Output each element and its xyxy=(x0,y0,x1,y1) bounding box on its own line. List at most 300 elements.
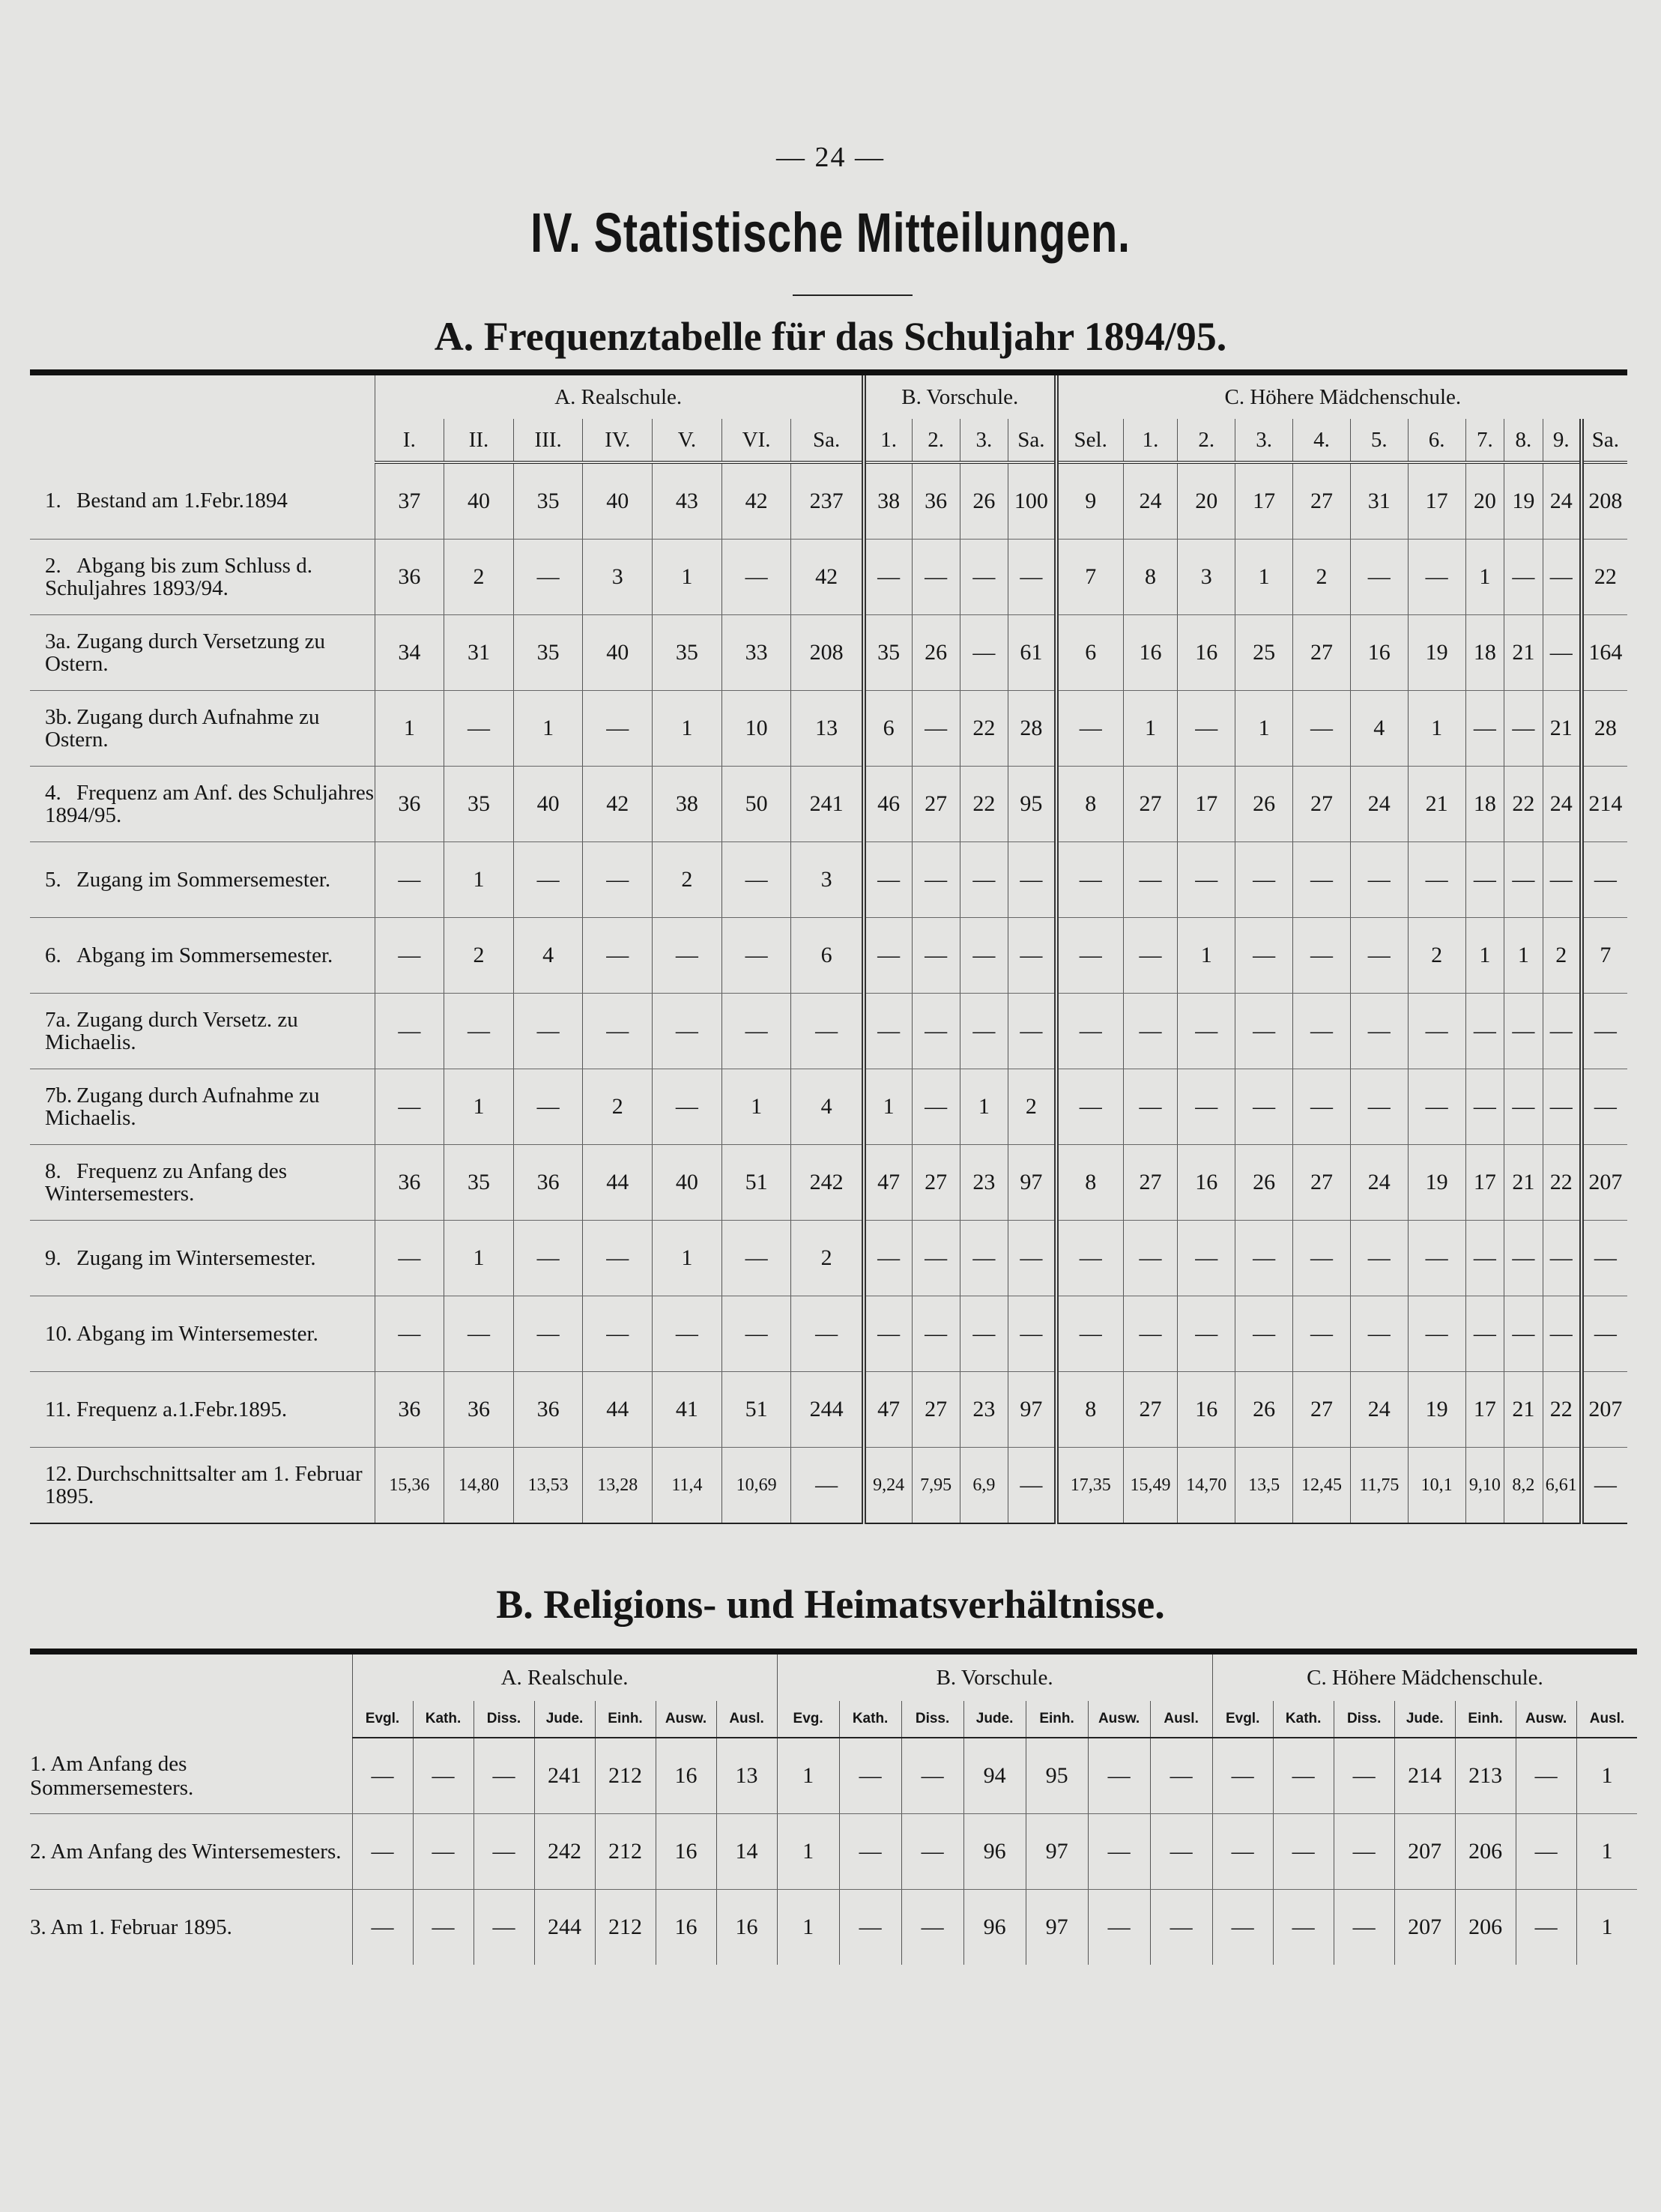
table-cell: — xyxy=(1008,994,1056,1069)
table-cell: — xyxy=(1293,691,1351,767)
table-cell: 21 xyxy=(1504,615,1543,691)
table-cell: 95 xyxy=(1026,1738,1088,1814)
table-cell: — xyxy=(1178,1069,1235,1145)
table-cell: 26 xyxy=(1235,1372,1293,1448)
table-cell: — xyxy=(912,1296,960,1372)
column-header-maedchenschule: Diss. xyxy=(1334,1701,1394,1738)
row-number: 5. xyxy=(45,868,61,892)
table-cell: 17 xyxy=(1235,462,1293,540)
page-number: — 24 — xyxy=(776,142,885,173)
table-cell: — xyxy=(1582,842,1627,918)
column-header-realschule: Jude. xyxy=(534,1701,595,1738)
table-cell: — xyxy=(721,1221,791,1296)
table-cell: — xyxy=(839,1890,901,1965)
table-cell: 242 xyxy=(534,1814,595,1890)
table-cell: 241 xyxy=(534,1738,595,1814)
table-cell: 7 xyxy=(1582,918,1627,994)
table-cell: 16 xyxy=(656,1738,716,1814)
table-cell: 15,36 xyxy=(375,1448,444,1524)
table-cell: 24 xyxy=(1350,767,1408,842)
table-cell: — xyxy=(1293,1069,1351,1145)
table-row xyxy=(30,615,1627,691)
table-cell: — xyxy=(1056,1221,1123,1296)
row-label xyxy=(30,767,375,842)
table-cell: — xyxy=(375,918,444,994)
table-cell: 208 xyxy=(791,615,864,691)
table-cell: 27 xyxy=(1123,1372,1178,1448)
table-cell: 1 xyxy=(1235,540,1293,615)
table-cell: — xyxy=(444,691,514,767)
table-cell: — xyxy=(864,1221,912,1296)
table-cell: 22 xyxy=(1582,540,1627,615)
table-cell: — xyxy=(513,1296,583,1372)
column-header-vorschule: Einh. xyxy=(1026,1701,1088,1738)
table-cell: 10,1 xyxy=(1408,1448,1465,1524)
table-row xyxy=(30,842,1627,918)
table-cell: 19 xyxy=(1408,615,1465,691)
column-header-maedchenschule: Ausl. xyxy=(1576,1701,1637,1738)
table-cell: — xyxy=(375,994,444,1069)
table-cell: — xyxy=(1150,1890,1212,1965)
table-cell: 4 xyxy=(513,918,583,994)
column-header-maedchenschule: 5. xyxy=(1350,419,1408,462)
row-label-text: Zugang durch Versetz. zu Michaelis. xyxy=(45,1008,298,1054)
row-number: 8. xyxy=(45,1159,61,1183)
table-row xyxy=(30,1372,1627,1448)
table-cell: — xyxy=(1408,540,1465,615)
table-cell: 6 xyxy=(791,918,864,994)
table-cell: 27 xyxy=(912,767,960,842)
row-label: 1. Am Anfang des Sommersemesters. xyxy=(30,1738,352,1814)
table-cell: 13,5 xyxy=(1235,1448,1293,1524)
table-cell: 242 xyxy=(791,1145,864,1221)
table-cell: — xyxy=(912,994,960,1069)
column-header-vorschule: Sa. xyxy=(1008,419,1056,462)
table-cell: 8,2 xyxy=(1504,1448,1543,1524)
row-label-text: Zugang im Wintersemester. xyxy=(76,1246,316,1270)
table-cell: 1 xyxy=(1576,1738,1637,1814)
column-header-maedchenschule: Evgl. xyxy=(1212,1701,1273,1738)
table-cell: 38 xyxy=(864,462,912,540)
table-cell: — xyxy=(721,540,791,615)
column-header-realschule: II. xyxy=(444,419,514,462)
table-cell: 6 xyxy=(864,691,912,767)
table-cell: 36 xyxy=(375,540,444,615)
table-cell: 35 xyxy=(864,615,912,691)
table-cell: 27 xyxy=(1293,1145,1351,1221)
table-cell: 33 xyxy=(721,615,791,691)
row-label xyxy=(30,1145,375,1221)
table-cell: — xyxy=(1008,1448,1056,1524)
table-cell: 207 xyxy=(1582,1145,1627,1221)
table-cell: — xyxy=(1582,994,1627,1069)
row-label-text: Zugang durch Versetzung zu Ostern. xyxy=(45,629,326,676)
table-row xyxy=(30,767,1627,842)
table-cell: — xyxy=(1408,1221,1465,1296)
row-number: 3b. xyxy=(45,705,73,729)
row-label xyxy=(30,918,375,994)
table-cell: 2 xyxy=(1008,1069,1056,1145)
table-cell: — xyxy=(1235,842,1293,918)
column-header-maedchenschule: 8. xyxy=(1504,419,1543,462)
column-header-vorschule: Evg. xyxy=(777,1701,839,1738)
table-cell: — xyxy=(583,1296,653,1372)
table-cell: 1 xyxy=(444,1221,514,1296)
table-cell: 18 xyxy=(1465,615,1504,691)
table-cell: — xyxy=(1056,842,1123,918)
column-header-realschule: Ausl. xyxy=(716,1701,777,1738)
table-cell: — xyxy=(912,1069,960,1145)
table-cell: — xyxy=(1504,1069,1543,1145)
table-cell: 1 xyxy=(1408,691,1465,767)
row-label xyxy=(30,842,375,918)
table-cell: 1 xyxy=(1123,691,1178,767)
table-row xyxy=(30,1069,1627,1145)
table-cell: 3 xyxy=(1178,540,1235,615)
table-cell: — xyxy=(1088,1738,1150,1814)
table-cell: — xyxy=(1212,1814,1273,1890)
row-label xyxy=(30,994,375,1069)
table-cell: 18 xyxy=(1465,767,1504,842)
table-cell: 14,80 xyxy=(444,1448,514,1524)
table-cell: — xyxy=(1334,1890,1394,1965)
table-cell: 7,95 xyxy=(912,1448,960,1524)
table-cell: — xyxy=(1582,1221,1627,1296)
table-row xyxy=(30,1221,1627,1296)
table-cell: 47 xyxy=(864,1372,912,1448)
group-header-maedchenschule: C. Höhere Mädchenschule. xyxy=(1056,372,1627,419)
table-cell: — xyxy=(583,994,653,1069)
table-cell: — xyxy=(1088,1814,1150,1890)
table-cell: 27 xyxy=(1293,615,1351,691)
table-cell: 51 xyxy=(721,1372,791,1448)
table-cell: 17 xyxy=(1465,1372,1504,1448)
table-row xyxy=(30,462,1627,540)
table-cell: 13 xyxy=(716,1738,777,1814)
row-label-text: Zugang durch Aufnahme zu Michaelis. xyxy=(45,1084,320,1130)
table-cell: 100 xyxy=(1008,462,1056,540)
table-cell: 6 xyxy=(1056,615,1123,691)
table-cell: 26 xyxy=(912,615,960,691)
row-label-text: Frequenz am Anf. des Schuljahres 1894/95. xyxy=(45,781,375,827)
table-row xyxy=(30,1890,1637,1965)
table-cell: — xyxy=(1293,994,1351,1069)
table-cell: — xyxy=(1543,540,1582,615)
table-cell: 9 xyxy=(1056,462,1123,540)
table-cell: — xyxy=(1293,918,1351,994)
table-cell: 207 xyxy=(1582,1372,1627,1448)
table-cell: — xyxy=(513,1221,583,1296)
table-cell: 21 xyxy=(1504,1372,1543,1448)
table-cell: 40 xyxy=(513,767,583,842)
table-cell: 1 xyxy=(1235,691,1293,767)
table-cell: 97 xyxy=(1008,1372,1056,1448)
table-cell: — xyxy=(474,1890,534,1965)
table-cell: 212 xyxy=(595,1738,656,1814)
table-cell: — xyxy=(721,918,791,994)
column-header-maedchenschule: 9. xyxy=(1543,419,1582,462)
table-cell: 1 xyxy=(1178,918,1235,994)
table-cell: — xyxy=(1123,994,1178,1069)
row-number: 12. xyxy=(45,1462,73,1486)
row-number: 1. xyxy=(45,489,61,513)
table-cell: 213 xyxy=(1455,1738,1516,1814)
table-cell: 40 xyxy=(653,1145,722,1221)
table-cell: 2 xyxy=(1543,918,1582,994)
table-cell: — xyxy=(1235,918,1293,994)
row-number: 7a. xyxy=(45,1008,71,1032)
table-cell: — xyxy=(583,1221,653,1296)
table-cell: — xyxy=(583,842,653,918)
table-cell: 2 xyxy=(444,540,514,615)
table-cell: 1 xyxy=(375,691,444,767)
table-cell: — xyxy=(1212,1890,1273,1965)
table-cell: — xyxy=(1350,994,1408,1069)
row-label xyxy=(30,1296,375,1372)
table-cell: — xyxy=(1465,1069,1504,1145)
column-header-realschule: III. xyxy=(513,419,583,462)
table-cell: 16 xyxy=(1123,615,1178,691)
table-cell: — xyxy=(1293,842,1351,918)
table-cell: 22 xyxy=(960,691,1008,767)
table-cell: 26 xyxy=(1235,767,1293,842)
table-cell: — xyxy=(864,1296,912,1372)
table-cell: 2 xyxy=(791,1221,864,1296)
table-cell: 51 xyxy=(721,1145,791,1221)
column-header-vorschule: Kath. xyxy=(839,1701,901,1738)
table-cell: 36 xyxy=(513,1145,583,1221)
table-cell: 244 xyxy=(791,1372,864,1448)
table-cell: 94 xyxy=(963,1738,1026,1814)
table-cell: — xyxy=(1543,1069,1582,1145)
table-cell: 22 xyxy=(1543,1145,1582,1221)
table-cell: — xyxy=(1178,1296,1235,1372)
table-cell: 206 xyxy=(1455,1890,1516,1965)
table-cell: 2 xyxy=(653,842,722,918)
group-header-row xyxy=(30,372,1627,419)
table-cell: 2 xyxy=(1408,918,1465,994)
table-cell: 34 xyxy=(375,615,444,691)
table-cell: 25 xyxy=(1235,615,1293,691)
table-cell: — xyxy=(721,994,791,1069)
row-label-text: Frequenz a.1.Febr.1895. xyxy=(76,1397,288,1421)
column-header-maedchenschule: 3. xyxy=(1235,419,1293,462)
table-cell: — xyxy=(1056,918,1123,994)
table-cell: — xyxy=(1350,1221,1408,1296)
row-label-text: Bestand am 1.Febr.1894 xyxy=(76,489,288,513)
table-cell: 13,28 xyxy=(583,1448,653,1524)
table-cell: — xyxy=(1293,1221,1351,1296)
table-cell: — xyxy=(1408,842,1465,918)
table-cell: 24 xyxy=(1543,462,1582,540)
row-label-header xyxy=(30,372,375,462)
table-cell: 6,9 xyxy=(960,1448,1008,1524)
table-cell: — xyxy=(960,615,1008,691)
table-cell: — xyxy=(864,540,912,615)
row-label xyxy=(30,615,375,691)
table-cell: — xyxy=(1543,994,1582,1069)
table-cell: 16 xyxy=(716,1890,777,1965)
table-cell: — xyxy=(352,1814,413,1890)
table-cell: — xyxy=(1056,994,1123,1069)
table-row xyxy=(30,1814,1637,1890)
table-cell: 46 xyxy=(864,767,912,842)
table-cell: — xyxy=(1582,1069,1627,1145)
row-label xyxy=(30,691,375,767)
table-cell: — xyxy=(413,1738,474,1814)
table-cell: 8 xyxy=(1056,1372,1123,1448)
table-cell: — xyxy=(375,1069,444,1145)
table-cell: — xyxy=(1293,1296,1351,1372)
row-label-text: Abgang im Wintersemester. xyxy=(76,1322,318,1346)
row-label: 3. Am 1. Februar 1895. xyxy=(30,1915,232,1939)
table-cell: — xyxy=(960,918,1008,994)
table-cell: — xyxy=(1123,1296,1178,1372)
row-label-text: Abgang bis zum Schluss d. Schuljahres 1893/94. xyxy=(45,554,312,600)
row-label: 2. Am Anfang des Wintersemesters. xyxy=(30,1814,352,1890)
section-a-title: A. Frequenztabelle für das Schuljahr 1894/95. xyxy=(434,314,1227,359)
table-cell: 24 xyxy=(1350,1145,1408,1221)
table-cell: — xyxy=(1504,1221,1543,1296)
table-cell: — xyxy=(1504,842,1543,918)
column-header-maedchenschule: Ausw. xyxy=(1516,1701,1576,1738)
column-header-vorschule: Jude. xyxy=(963,1701,1026,1738)
column-header-vorschule: 2. xyxy=(912,419,960,462)
table-cell: 95 xyxy=(1008,767,1056,842)
column-header-realschule: Evgl. xyxy=(352,1701,413,1738)
table-cell: 1 xyxy=(721,1069,791,1145)
table-cell: — xyxy=(375,842,444,918)
table-cell: 2 xyxy=(583,1069,653,1145)
table-cell: 1 xyxy=(653,540,722,615)
table-cell: — xyxy=(1235,1069,1293,1145)
table-cell: — xyxy=(1334,1814,1394,1890)
row-label-text: Durchschnittsalter am 1. Februar 1895. xyxy=(45,1462,363,1508)
column-header-maedchenschule: 2. xyxy=(1178,419,1235,462)
table-cell: — xyxy=(839,1738,901,1814)
table-row xyxy=(30,994,1627,1069)
table-cell: — xyxy=(1273,1890,1334,1965)
table-cell: — xyxy=(912,918,960,994)
table-cell: 22 xyxy=(960,767,1008,842)
table-cell: 44 xyxy=(583,1372,653,1448)
table-cell: 35 xyxy=(653,615,722,691)
table-cell: 1 xyxy=(513,691,583,767)
page-title: IV. Statistische Mitteilungen. xyxy=(530,202,1131,264)
table-cell: 35 xyxy=(513,462,583,540)
table-cell: — xyxy=(1504,691,1543,767)
table-cell: — xyxy=(1465,994,1504,1069)
table-row xyxy=(30,540,1627,615)
table-cell: 20 xyxy=(1465,462,1504,540)
row-label xyxy=(30,1372,375,1448)
table-cell: — xyxy=(1150,1738,1212,1814)
table-cell: 14 xyxy=(716,1814,777,1890)
table-cell: — xyxy=(1123,842,1178,918)
table-cell: 1 xyxy=(960,1069,1008,1145)
table-cell: 27 xyxy=(1293,1372,1351,1448)
table-cell: 206 xyxy=(1455,1814,1516,1890)
table-cell: 23 xyxy=(960,1372,1008,1448)
table-cell: 28 xyxy=(1582,691,1627,767)
table-cell: 23 xyxy=(960,1145,1008,1221)
table-cell: 1 xyxy=(1576,1890,1637,1965)
column-header-vorschule: Diss. xyxy=(901,1701,963,1738)
table-cell: — xyxy=(912,691,960,767)
table-row xyxy=(30,1145,1627,1221)
table-cell: — xyxy=(352,1890,413,1965)
table-cell: 97 xyxy=(1026,1890,1088,1965)
table-cell: 8 xyxy=(1056,767,1123,842)
table-cell: 24 xyxy=(1543,767,1582,842)
table-cell: — xyxy=(864,994,912,1069)
table-cell: — xyxy=(1178,1221,1235,1296)
table-cell: — xyxy=(901,1738,963,1814)
table-cell: 21 xyxy=(1504,1145,1543,1221)
table-cell: — xyxy=(1465,691,1504,767)
table-cell: 212 xyxy=(595,1814,656,1890)
table-cell: — xyxy=(1504,1296,1543,1372)
table-cell: — xyxy=(721,842,791,918)
table-cell: 35 xyxy=(444,767,514,842)
table-cell: — xyxy=(1504,994,1543,1069)
table-cell: 9,10 xyxy=(1465,1448,1504,1524)
row-number: 6. xyxy=(45,943,61,967)
table-cell: 10,69 xyxy=(721,1448,791,1524)
table-cell: — xyxy=(1350,918,1408,994)
table-cell: 1 xyxy=(1465,918,1504,994)
table-cell: — xyxy=(1235,1296,1293,1372)
table-cell: — xyxy=(1235,994,1293,1069)
table-cell: 43 xyxy=(653,462,722,540)
row-number: 10. xyxy=(45,1322,73,1346)
table-cell: 1 xyxy=(777,1738,839,1814)
table-cell: 17 xyxy=(1408,462,1465,540)
table-cell: 97 xyxy=(1008,1145,1056,1221)
table-cell: — xyxy=(474,1738,534,1814)
table-cell: — xyxy=(1516,1738,1576,1814)
table-cell: 237 xyxy=(791,462,864,540)
table-cell: 3 xyxy=(791,842,864,918)
table-cell: 97 xyxy=(1026,1814,1088,1890)
table-cell: — xyxy=(375,1296,444,1372)
table-cell: — xyxy=(1056,691,1123,767)
table-cell: — xyxy=(1408,994,1465,1069)
table-cell: 35 xyxy=(444,1145,514,1221)
row-label-text: Zugang durch Aufnahme zu Ostern. xyxy=(45,705,320,752)
table-cell: 1 xyxy=(653,1221,722,1296)
table-cell: 36 xyxy=(513,1372,583,1448)
table-cell: — xyxy=(413,1814,474,1890)
column-header-vorschule: 3. xyxy=(960,419,1008,462)
table-cell: — xyxy=(1212,1738,1273,1814)
table-cell: 207 xyxy=(1394,1814,1455,1890)
table-cell: 27 xyxy=(912,1145,960,1221)
table-cell: — xyxy=(513,1069,583,1145)
table-cell: 11,75 xyxy=(1350,1448,1408,1524)
row-label xyxy=(30,540,375,615)
table-cell: 4 xyxy=(1350,691,1408,767)
table-cell: — xyxy=(1008,842,1056,918)
column-header-maedchenschule: Sel. xyxy=(1056,419,1123,462)
row-label-header xyxy=(30,1652,352,1738)
table-cell: — xyxy=(960,842,1008,918)
group-header-realschule: A. Realschule. xyxy=(375,372,864,419)
table-cell: 28 xyxy=(1008,691,1056,767)
column-header-vorschule: 1. xyxy=(864,419,912,462)
table-cell: 42 xyxy=(583,767,653,842)
table-cell: 16 xyxy=(1178,1145,1235,1221)
